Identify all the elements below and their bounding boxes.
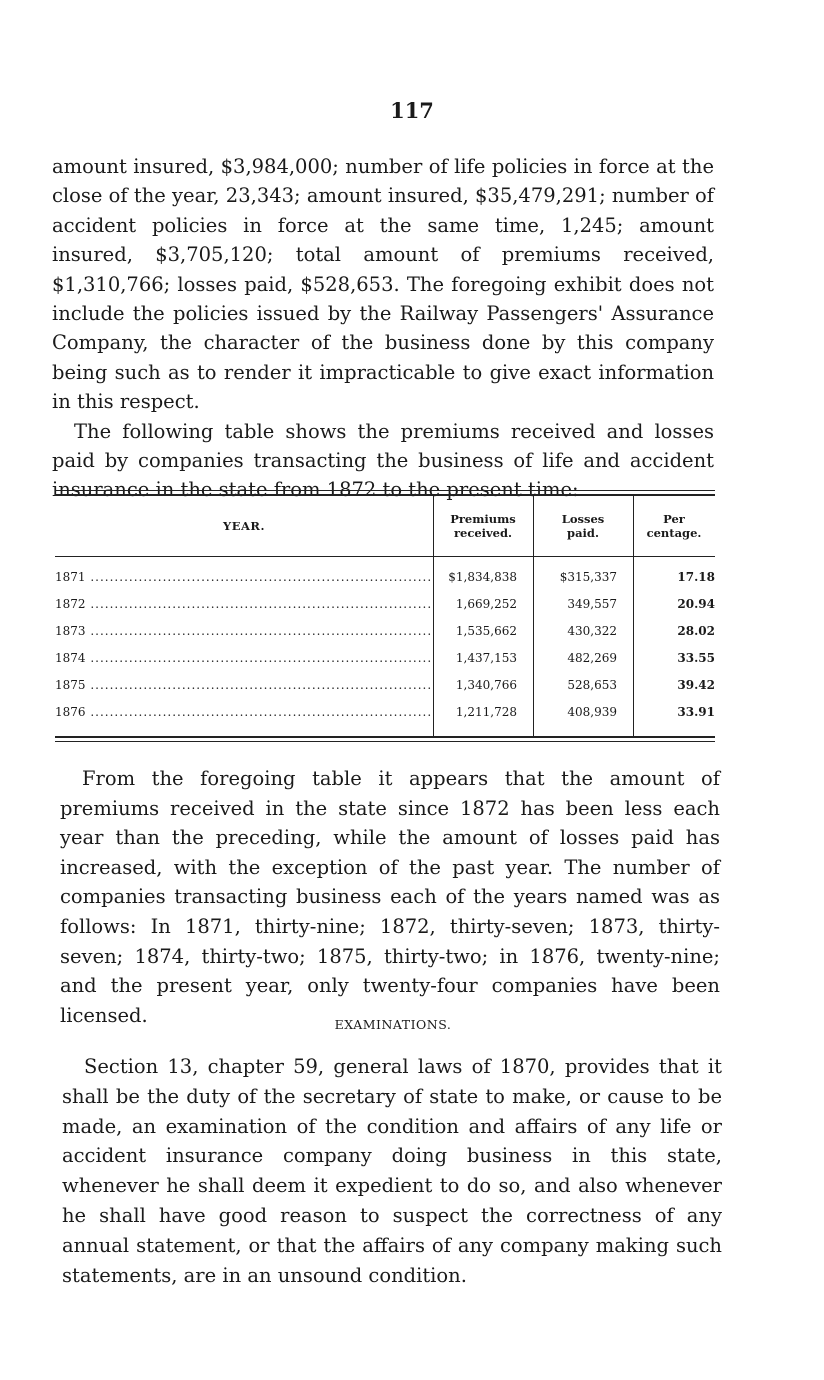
row-percentage: 17.18 bbox=[677, 570, 715, 584]
header-percentage-line2: centage. bbox=[646, 526, 702, 540]
paragraph-1: amount insured, $3,984,000; number of life policies in force at the close of the year, 23,343; amount insured, $35,479,291; number of accident policies in force at the same time, 1,245; amount insured, $3,705,120; total amount of premiums received, $1,310,766; losses paid, $528,653. The foregoing exhibit does not include the policies issued by the Railway Passengers' Assurance Company, the character of the business done by this company being such as to render it impracticable to give exact information in this respect. bbox=[52, 155, 714, 414]
row-premiums: 1,535,662 bbox=[455, 624, 517, 638]
table-top-rule bbox=[55, 490, 715, 491]
table-row bbox=[55, 570, 715, 597]
row-premiums: 1,211,728 bbox=[455, 705, 517, 719]
table-row bbox=[55, 651, 715, 678]
header-losses bbox=[533, 512, 633, 540]
table-bottom-rule-thick bbox=[55, 736, 715, 738]
row-year: 1871 ..... bbox=[55, 570, 431, 584]
header-premiums bbox=[433, 512, 533, 540]
row-year: 1876 ..... bbox=[55, 705, 431, 719]
section-heading: EXAMINATIONS. bbox=[334, 1017, 452, 1032]
table-row bbox=[55, 597, 715, 624]
row-losses: 482,269 bbox=[567, 651, 617, 665]
row-losses: $315,337 bbox=[559, 570, 617, 584]
row-losses: 430,322 bbox=[567, 624, 617, 638]
row-premiums: 1,437,153 bbox=[455, 651, 517, 665]
header-losses-line1: Losses bbox=[561, 512, 605, 526]
row-premiums: 1,340,766 bbox=[455, 678, 517, 692]
row-percentage: 39.42 bbox=[677, 678, 715, 692]
table-row bbox=[55, 678, 715, 705]
page-number: 117 bbox=[390, 98, 434, 123]
header-percentage bbox=[633, 512, 715, 540]
header-premiums-line2: received. bbox=[453, 526, 513, 540]
header-bottom-rule bbox=[55, 556, 715, 557]
header-year: YEAR. bbox=[223, 519, 265, 533]
row-premiums: $1,834,838 bbox=[448, 570, 517, 584]
row-year: 1875 ..... bbox=[55, 678, 431, 692]
row-percentage: 20.94 bbox=[677, 597, 715, 611]
row-year: 1872 ..... bbox=[55, 597, 431, 611]
paragraph-4: Section 13, chapter 59, general laws of 1870, provides that it shall be the duty of the secretary of state to make, or cause to be made, an examination of the condition and affairs of any life or accident insurance company doing business in this state, whenever he shall deem it expedient to do so, and also whenever he shall have good reason to suspect the correctness of any annual statement, or that the affairs of any company making such statements, are in an unsound condition. bbox=[62, 1055, 722, 1287]
row-losses: 349,557 bbox=[567, 597, 617, 611]
paragraph-2: The following table shows the premiums received and losses paid by companies transacting the business of life and accident insurance in the state from 1872 to the present time: bbox=[52, 419, 714, 502]
header-premiums-line1: Premiums bbox=[450, 512, 516, 526]
row-year: 1873 ..... bbox=[55, 624, 431, 638]
table-row bbox=[55, 624, 715, 651]
row-percentage: 33.91 bbox=[677, 705, 715, 719]
row-percentage: 28.02 bbox=[677, 624, 715, 638]
table-row bbox=[55, 705, 715, 732]
header-losses-line2: paid. bbox=[567, 526, 599, 540]
table-top-rule-thick bbox=[55, 494, 715, 496]
row-year: 1874 ..... bbox=[55, 651, 431, 665]
paragraph-block-top bbox=[52, 152, 714, 505]
row-percentage: 33.55 bbox=[677, 651, 715, 665]
row-losses: 408,939 bbox=[567, 705, 617, 719]
row-premiums: 1,669,252 bbox=[455, 597, 517, 611]
paragraph-3: From the foregoing table it appears that the amount of premiums received in the state since 1872 has been less each year than the preceding, while the amount of losses paid has increased, with the exception of the past year. The number of companies transacting business each of the years named was as follows: In 1871, thirty-nine; 1872, thirty-seven; 1873, thirty-seven; 1874, thirty-two; 1875, thirty-two; in 1876, twenty-nine; and the present year, only twenty-four companies have been licensed. bbox=[60, 767, 720, 1027]
row-losses: 528,653 bbox=[567, 678, 617, 692]
header-percentage-line1: Per bbox=[663, 512, 685, 526]
table-bottom-rule bbox=[55, 741, 715, 742]
